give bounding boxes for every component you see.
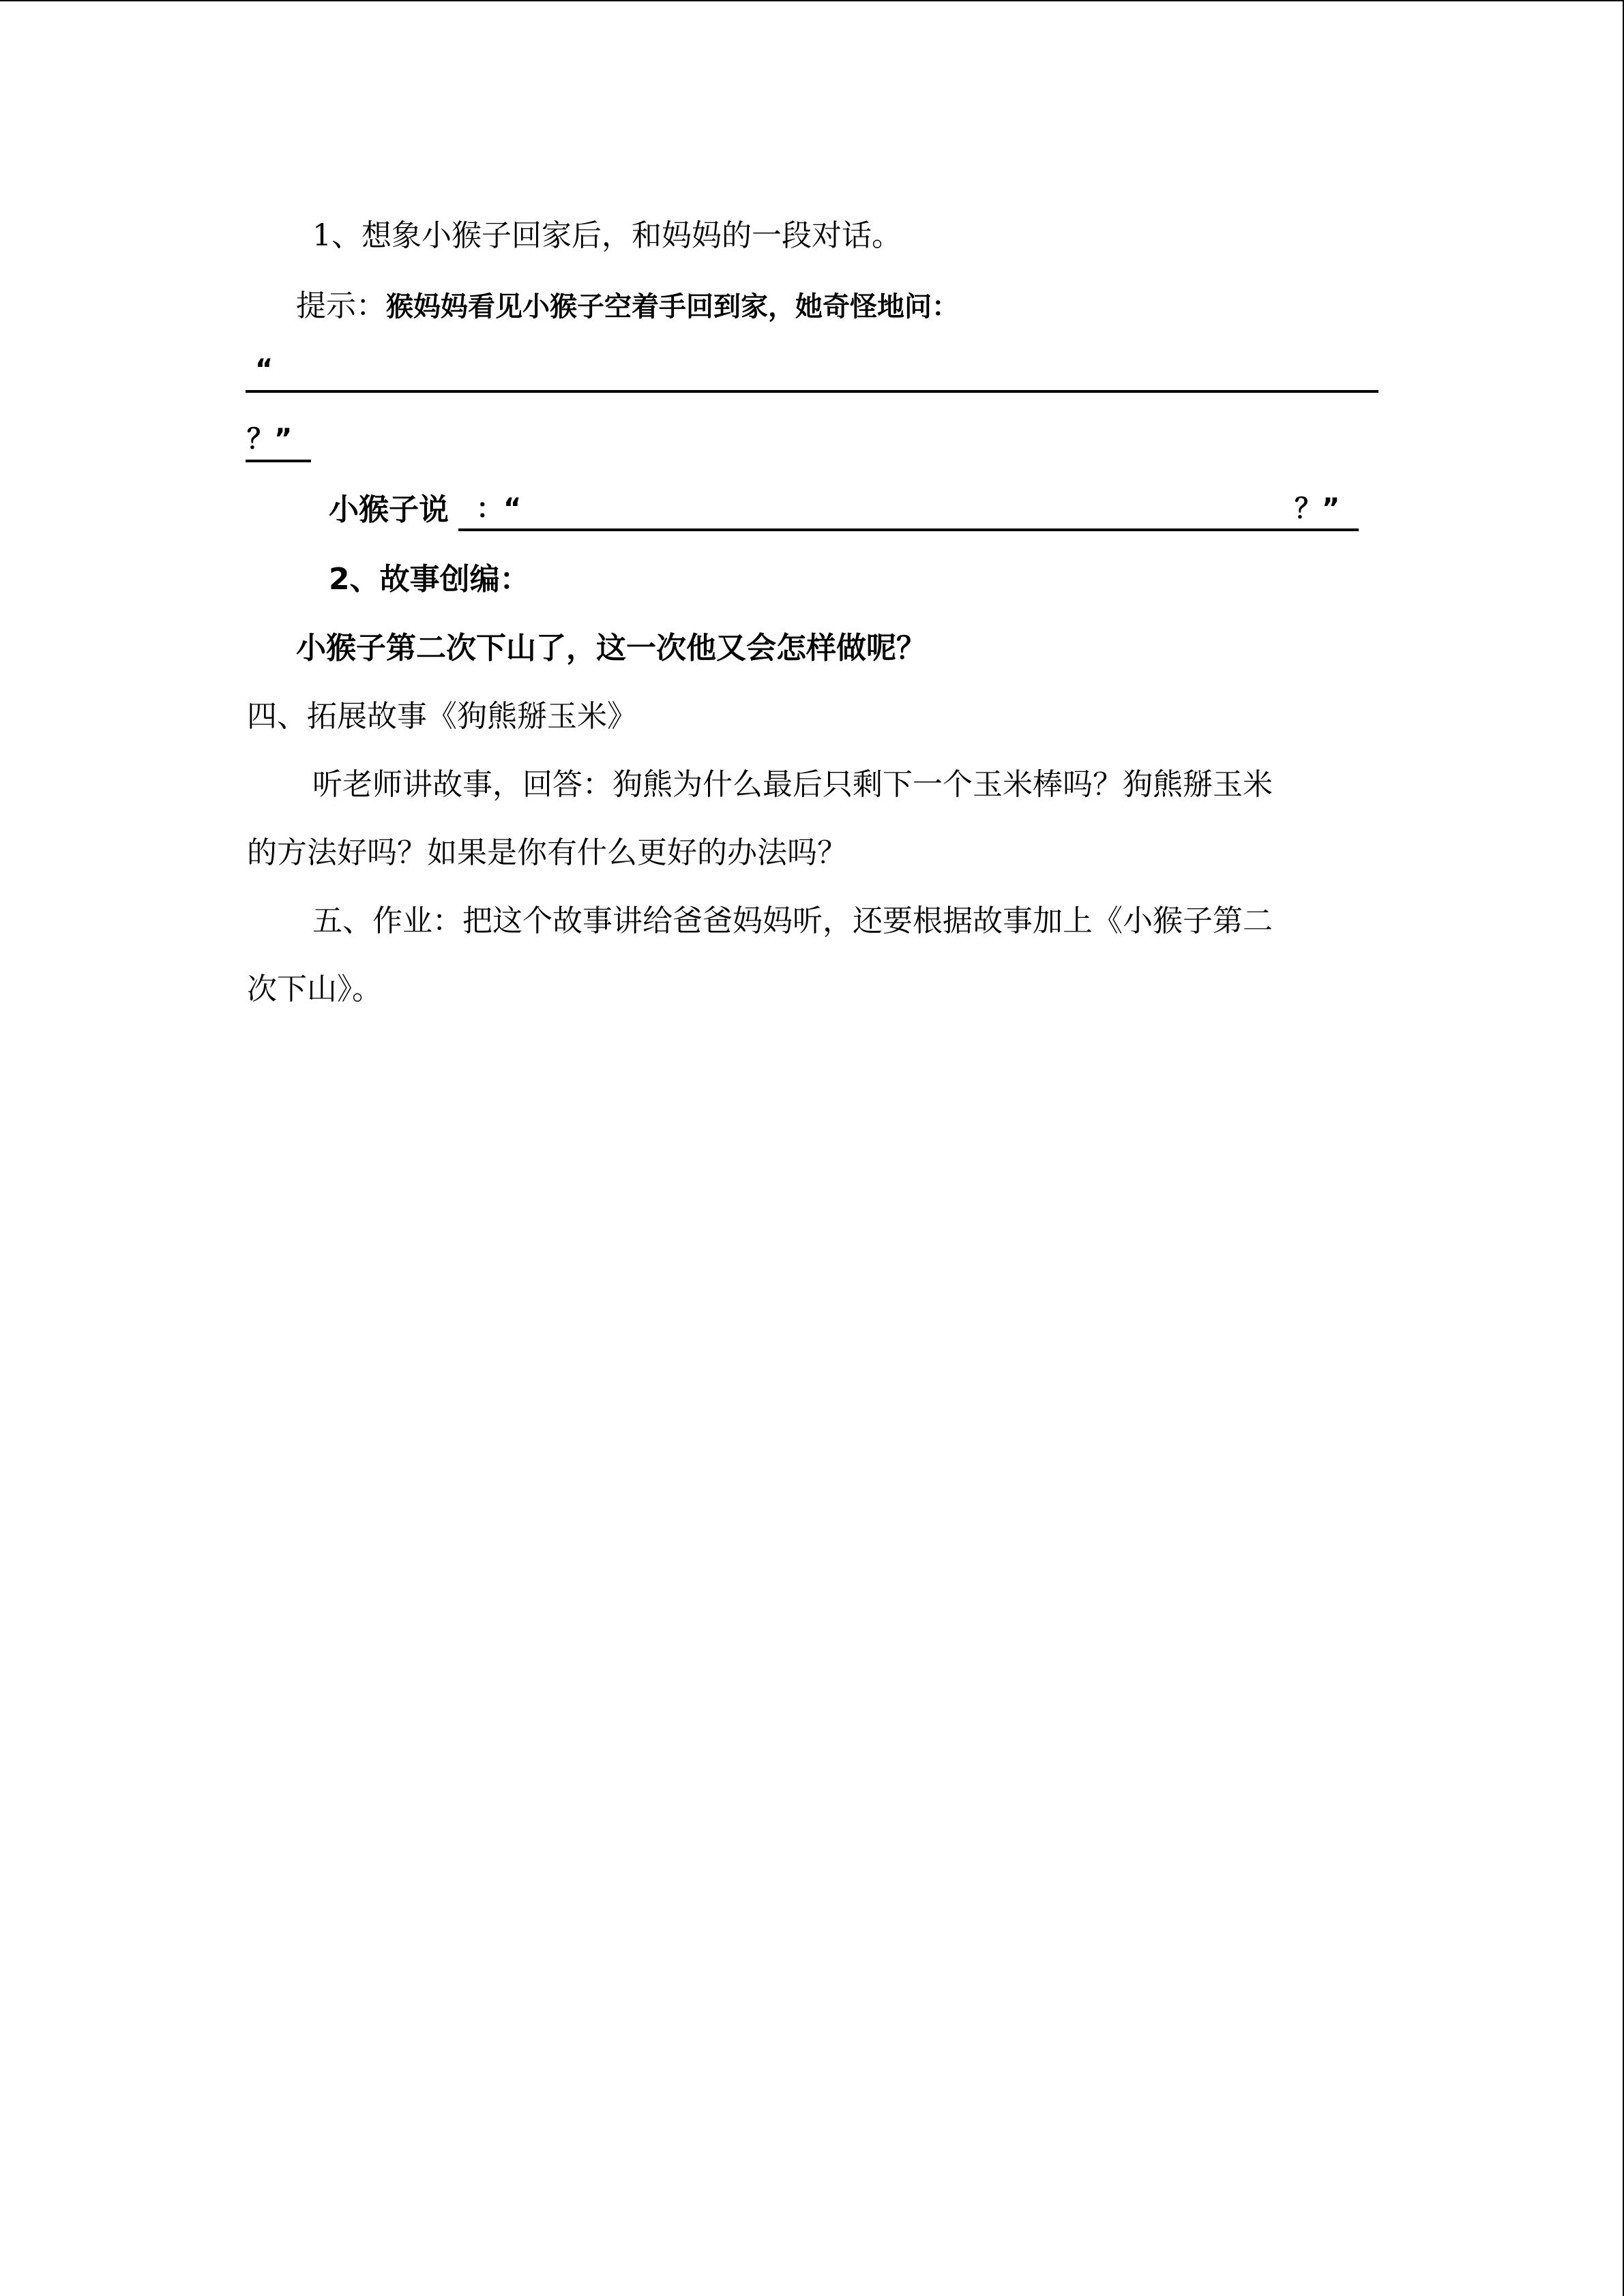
answer-fill-line-2[interactable] xyxy=(246,460,311,462)
answer-fill-line-1[interactable] xyxy=(246,390,1378,393)
question-1-prompt: 1、想象小猴子回家后，和妈妈的一段对话。 xyxy=(312,218,902,253)
monkey-says-label: 小猴子说 xyxy=(329,492,449,527)
section-4-paragraph-line-1: 听老师讲故事，回答：狗熊为什么最后只剩下一个玉米棒吗？狗熊掰玉米 xyxy=(312,767,1273,802)
question-close-quote: ？” xyxy=(247,423,293,455)
open-quote: “ xyxy=(255,354,274,385)
hint-text: 猴妈妈看见小猴子空着手回到家，她奇怪地问： xyxy=(386,291,959,323)
section-5-paragraph-line-2: 次下山》。 xyxy=(247,972,382,1007)
monkey-answer-fill-line[interactable] xyxy=(458,528,1359,531)
monkey-says-close-quote: ？” xyxy=(1295,493,1340,524)
section-4-title: 四、拓展故事《狗熊掰玉米》 xyxy=(247,699,637,734)
section-5-paragraph-line-1: 五、作业：把这个故事讲给爸爸妈妈听，还要根据故事加上《小猴子第二 xyxy=(312,904,1273,938)
question-2-title: 2、故事创编： xyxy=(329,562,530,597)
monkey-says-colon: ：“ xyxy=(476,493,522,524)
hint-line xyxy=(296,288,959,325)
hint-label: 提示： xyxy=(296,288,386,323)
question-2-prompt: 小猴子第二次下山了，这一次他又会怎样做呢？ xyxy=(296,631,926,666)
section-4-paragraph-line-2: 的方法好吗？如果是你有什么更好的办法吗？ xyxy=(247,835,847,870)
